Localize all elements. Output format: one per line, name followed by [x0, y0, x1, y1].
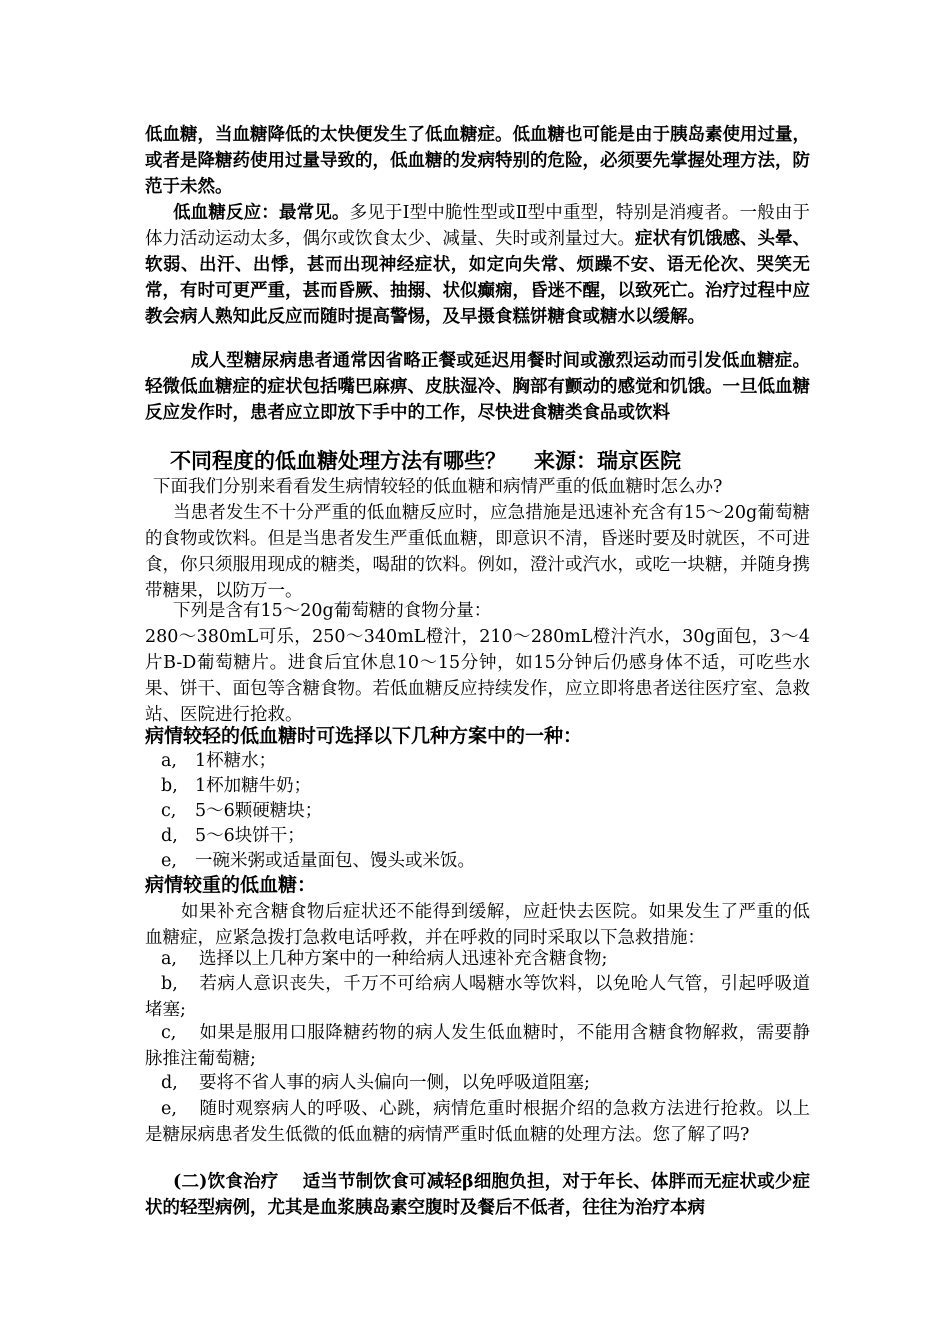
list-item: [145, 748, 810, 774]
diet-therapy-paragraph: [145, 1169, 810, 1221]
list-item: [145, 823, 810, 849]
list-item: [145, 1070, 810, 1096]
list-item: [145, 798, 810, 824]
intro-line: 下面我们分别来看看发生病情较轻的低血糖和病情严重的低血糖时怎么办?: [153, 477, 723, 497]
list-item-text: 若病人意识丧失，千万不可给病人喝糖水等饮料，以免呛人气管，引起呼吸道堵塞;: [145, 974, 810, 1020]
adult-diabetes-paragraph: 成人型糖尿病患者通常因省略正餐或延迟用餐时间或激烈运动而引发低血糖症。轻微低血糖症的症状包括嘴巴麻痹、皮肤湿冷、胸部有颤动的感觉和饥饿。一旦低血糖反应发作时，患者应立即放下手中的工作，尽快进食糖类食品或饮料: [145, 351, 810, 423]
list-marker: b,: [161, 974, 178, 994]
list-item-text: 一碗米粥或适量面包、馒头或米饭。: [195, 851, 475, 871]
list-item-text: 随时观察病人的呼吸、心跳，病情危重时根据介绍的急救方法进行抢救。以上是糖尿病患者发生低微的低血糖的病情严重时低血糖的处理方法。您了解了吗?: [145, 1099, 810, 1145]
list-item-text: 1杯糖水；: [195, 751, 277, 771]
list-item-text: 5～6颗硬糖块；: [195, 801, 323, 821]
list-marker: a,: [161, 751, 177, 771]
reaction-symptoms: 症状有饥饿感、头晕、软弱、出汗、出悸，甚而出现神经症状，如定向失常、烦躁不安、语无伦次、哭笑无常，有时可更严重，甚而昏厥、抽搦、状似癫痫，昏迷不醒，以致死亡。治疗过程中应教会病人熟知此反应而随时提高警惕，及早摄食糕饼糖食或糖水以缓解。: [145, 229, 810, 327]
list-item-text: 如果是服用口服降糖药物的病人发生低血糖时，不能用含糖食物解救，需要静脉推注葡萄糖;: [145, 1023, 810, 1069]
mild-reaction-paragraph: 当患者发生不十分严重的低血糖反应时，应急措施是迅速补充含有15～20g葡萄糖的食物或饮料。但是当患者发生严重低血糖，即意识不清，昏迷时要及时就医，不可进食，你只须服用现成的糖类，喝甜的饮料。例如，澄汁或汽水，或吃一块糖，并随身携带糖果，以防万一。: [145, 503, 810, 601]
list-item-text: 选择以上几种方案中的一种给病人迅速补充含糖食物;: [199, 949, 608, 969]
list-item: [145, 1020, 810, 1072]
reaction-description: 多见于Ⅰ型中脆性型或Ⅱ型中重型，特别是消瘦者。一般由于体力活动运动太多，偶尔或饮食太少、减量、失时或剂量过大。: [145, 203, 811, 249]
list-item: [145, 946, 810, 972]
list-item: [145, 1096, 810, 1148]
list-item-text: 1杯加糖牛奶；: [195, 776, 312, 796]
list-item: [145, 773, 810, 799]
list-marker: a,: [161, 949, 177, 969]
list-marker: d,: [161, 1073, 178, 1093]
list-marker: d,: [161, 826, 178, 846]
list-item-text: 5～6块饼干；: [195, 826, 305, 846]
hypoglycemia-intro-paragraph: 低血糖，当血糖降低的太快便发生了低血糖症。低血糖也可能是由于胰岛素使用过量，或者是降糖药使用过量导致的，低血糖的发病特别的危险，必须要先掌握处理方法，防范于未然。: [145, 125, 810, 197]
list-marker: c,: [161, 1023, 177, 1043]
list-item: [145, 971, 810, 1023]
list-item-text: 要将不省人事的病人头偏向一侧，以免呼吸道阻塞;: [199, 1073, 590, 1093]
diet-text: 适当节制饮食可减轻β细胞负担，对于年长、体胖而无症状或少症状的轻型病例，尤其是血浆胰岛素空腹时及餐后不低者，往往为治疗本病: [145, 1172, 810, 1218]
list-marker: e,: [161, 851, 177, 871]
reaction-lead: 低血糖反应：最常见。: [173, 203, 350, 223]
title-source: 来源：瑞京医院: [534, 448, 681, 473]
diet-label: (二)饮食治疗: [173, 1172, 279, 1192]
severe-reaction-paragraph: 如果补充含糖食物后症状还不能得到缓解，应赶快去医院。如果发生了严重的低血糖症，应紧急拨打急救电话呼救，并在呼救的同时采取以下急救措施：: [145, 902, 810, 948]
list-marker: c,: [161, 801, 177, 821]
title-text: 不同程度的低血糖处理方法有哪些？: [170, 448, 506, 473]
hypoglycemia-reaction-paragraph: [145, 200, 810, 330]
list-marker: b,: [161, 776, 178, 796]
heading-severe: 病情较重的低血糖：: [145, 874, 317, 896]
page-title: [170, 446, 681, 476]
heading-mild: 病情较轻的低血糖时可选择以下几种方案中的一种：: [145, 725, 583, 747]
food-list-intro: 下列是含有15～20g葡萄糖的食物分量：: [173, 601, 492, 621]
food-amounts-paragraph: 280～380mL可乐，250～340mL橙汁，210～280mL橙汁汽水，30g面包，3～4片B-D葡萄糖片。进食后宜休息10～15分钟，如15分钟后仍感身体不适，可吃些水果、饼干、面包等含糖食物。若低血糖反应持续发作，应立即将患者送往医疗室、急救站、医院进行抢救。: [145, 627, 810, 725]
list-marker: e,: [161, 1099, 177, 1119]
